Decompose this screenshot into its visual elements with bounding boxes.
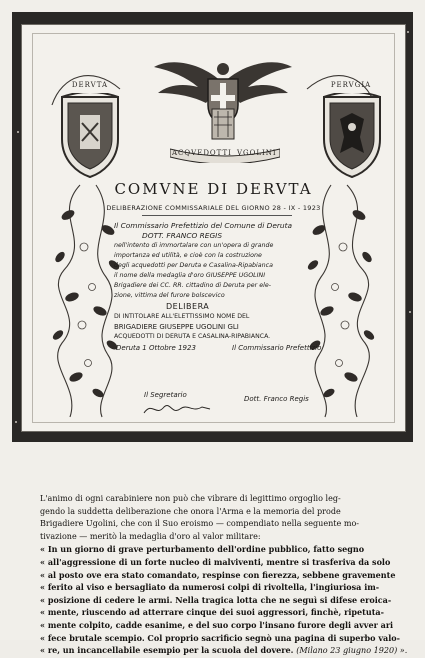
citation: (Milano 23 giugno 1920) ». [296, 646, 408, 656]
document-subtitle: DELIBERAZIONE COMMISSARIALE DEL GIORNO 28 - IX - 1923 [106, 204, 321, 212]
motivation-line: « mente, riuscendo ad atterrare cinque dei suoi aggressori, finchè, ripetuta- [40, 607, 384, 618]
motivation-line: « posizione di cedere le armi. Nella tragica lotta che ne seguì si difese eroica- [40, 594, 392, 605]
commissario-label: Il Commissario Prefettizio [232, 344, 322, 352]
resolution-line: BRIGADIERE GIUSEPPE UGOLINI GLI [114, 323, 239, 331]
photo-grain [12, 12, 413, 442]
caption-line: L'animo di ogni carabiniere non può che vibrare di legittimo orgoglio leg- [40, 494, 341, 503]
deliberation-line: importanza ed utilità, e cioè con la costruzione [114, 252, 262, 259]
deliberation-line: degli acquedotti per Deruta e Casalina-Ripabianca [114, 262, 273, 269]
signature-label: Dott. Franco Regis [244, 395, 309, 403]
date-line: Deruta 1 Ottobre 1923 [116, 344, 196, 352]
deliberation-line: il nome della medaglia d'oro GIUSEPPE UGOLINI [114, 272, 266, 279]
ribbon-text-left: ACQVEDOTTI [172, 149, 232, 157]
resolution-line: ACQUEDOTTI DI DERUTA E CASALINA-RIPABIANCA. [114, 333, 271, 340]
caption-line: gendo la suddetta deliberazione che onora l'Arma e la memoria del prode [40, 506, 341, 516]
caption-line: tivazione — meritò la medaglia d'oro al valor militare: [40, 531, 261, 541]
caption-paragraph [40, 493, 412, 658]
deliberation-line: Brigadiere dei CC. RR. cittadino di Deruta per ele- [114, 282, 271, 289]
deliberation-line: Il Commissario Prefettizio del Comune di Deruta [114, 221, 293, 230]
deliberation-line: DOTT. FRANCO REGIS [142, 231, 223, 240]
delibera-heading: DELIBERA [166, 302, 210, 311]
motivation-line: « all'aggressione di un forte nucleo di malviventi, mentre si trasferiva da solo [40, 556, 391, 567]
motivation-line: « fece brutale scempio. Col proprio sacrificio segnò una pagina di superbo valo- [40, 632, 401, 643]
deliberation-line: zione, vittima del furore bolscevico [114, 292, 225, 299]
motivation-line: « al posto ove era stato comandato, respinse con fierezza, sebbene gravemente [40, 569, 396, 580]
motivation-last-line [40, 644, 412, 658]
shield-left-label: DERVTA [71, 81, 109, 89]
document-photograph [12, 12, 413, 442]
motivation-line: « ferito al viso e bersagliato da numerosi colpi di rivoltella, l'ingiuriosa im- [40, 582, 380, 593]
caption-line: Brigadiere Ugolini, che con il Suo eroismo — compendiato nella seguente mo- [40, 519, 360, 529]
motivation-line: « mente colpito, cadde esanime, e del suo corpo l'insano furore degli avver ari [40, 619, 394, 630]
motivation-line: « re, un incancellabile esempio per la scuola del dovere. [40, 645, 294, 656]
resolution-line: DI INTITOLARE ALL'ELETTISSIMO NOME DEL [114, 313, 250, 320]
document-title: COMVNE DI DERVTA [114, 180, 313, 198]
segretario-label: Il Segretario [144, 391, 187, 399]
motivation-line: « In un giorno di grave perturbamento dell'ordine pubblico, fatto segno [40, 544, 365, 555]
ribbon-text-right: VGOLINI [237, 149, 277, 157]
shield-right-label: PERVGIA [330, 81, 372, 89]
deliberation-line: nell'intento di immortalare con un'opera di grande [114, 242, 274, 249]
